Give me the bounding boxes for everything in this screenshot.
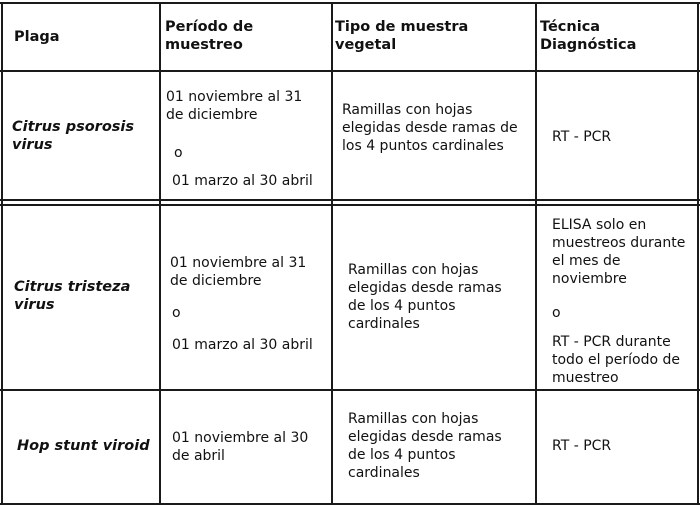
period-or: o [172, 305, 181, 321]
technique-or: o [552, 305, 561, 321]
grid-line [1, 2, 3, 505]
period-text: 01 marzo al 30 abril [172, 173, 313, 189]
period-text: 01 noviembre al 30 de abril [172, 430, 309, 464]
grid-line [0, 199, 700, 201]
grid-line [0, 389, 700, 391]
header-periodo: Período de muestreo [165, 19, 254, 53]
period-text: 01 noviembre al 31 de diciembre [170, 255, 307, 289]
diagnostic-technique: RT - PCR [552, 438, 612, 454]
header-tecnica: Técnica Diagnóstica [540, 19, 637, 53]
grid-line [331, 2, 333, 505]
grid-line [0, 503, 700, 505]
grid-line [0, 204, 700, 206]
sample-type: Ramillas con hojas elegidas desde ramas de los 4 puntos cardinales [348, 262, 502, 332]
period-or: o [174, 145, 183, 161]
grid-line [697, 2, 699, 505]
period-text: 01 marzo al 30 abril [172, 337, 313, 353]
header-plaga: Plaga [14, 29, 60, 45]
pest-name: Citrus tristeza virus [14, 279, 131, 313]
header-tipo: Tipo de muestra vegetal [335, 19, 469, 53]
grid-line [0, 70, 700, 72]
diagnostic-technique: ELISA solo en muestreos durante el mes de noviembre [552, 217, 686, 287]
pest-name: Citrus psorosis virus [12, 119, 135, 153]
diagnostic-technique: RT - PCR [552, 129, 612, 145]
grid-line [159, 2, 161, 505]
grid-line [0, 2, 700, 4]
pest-name: Hop stunt viroid [17, 438, 150, 454]
sample-type: Ramillas con hojas elegidas desde ramas de los 4 puntos cardinales [348, 411, 502, 481]
sample-type: Ramillas con hojas elegidas desde ramas de los 4 puntos cardinales [342, 102, 518, 154]
period-text: 01 noviembre al 31 de diciembre [166, 89, 303, 123]
diagnostic-technique: RT - PCR durante todo el período de muestreo [552, 334, 681, 386]
grid-line [535, 2, 537, 505]
